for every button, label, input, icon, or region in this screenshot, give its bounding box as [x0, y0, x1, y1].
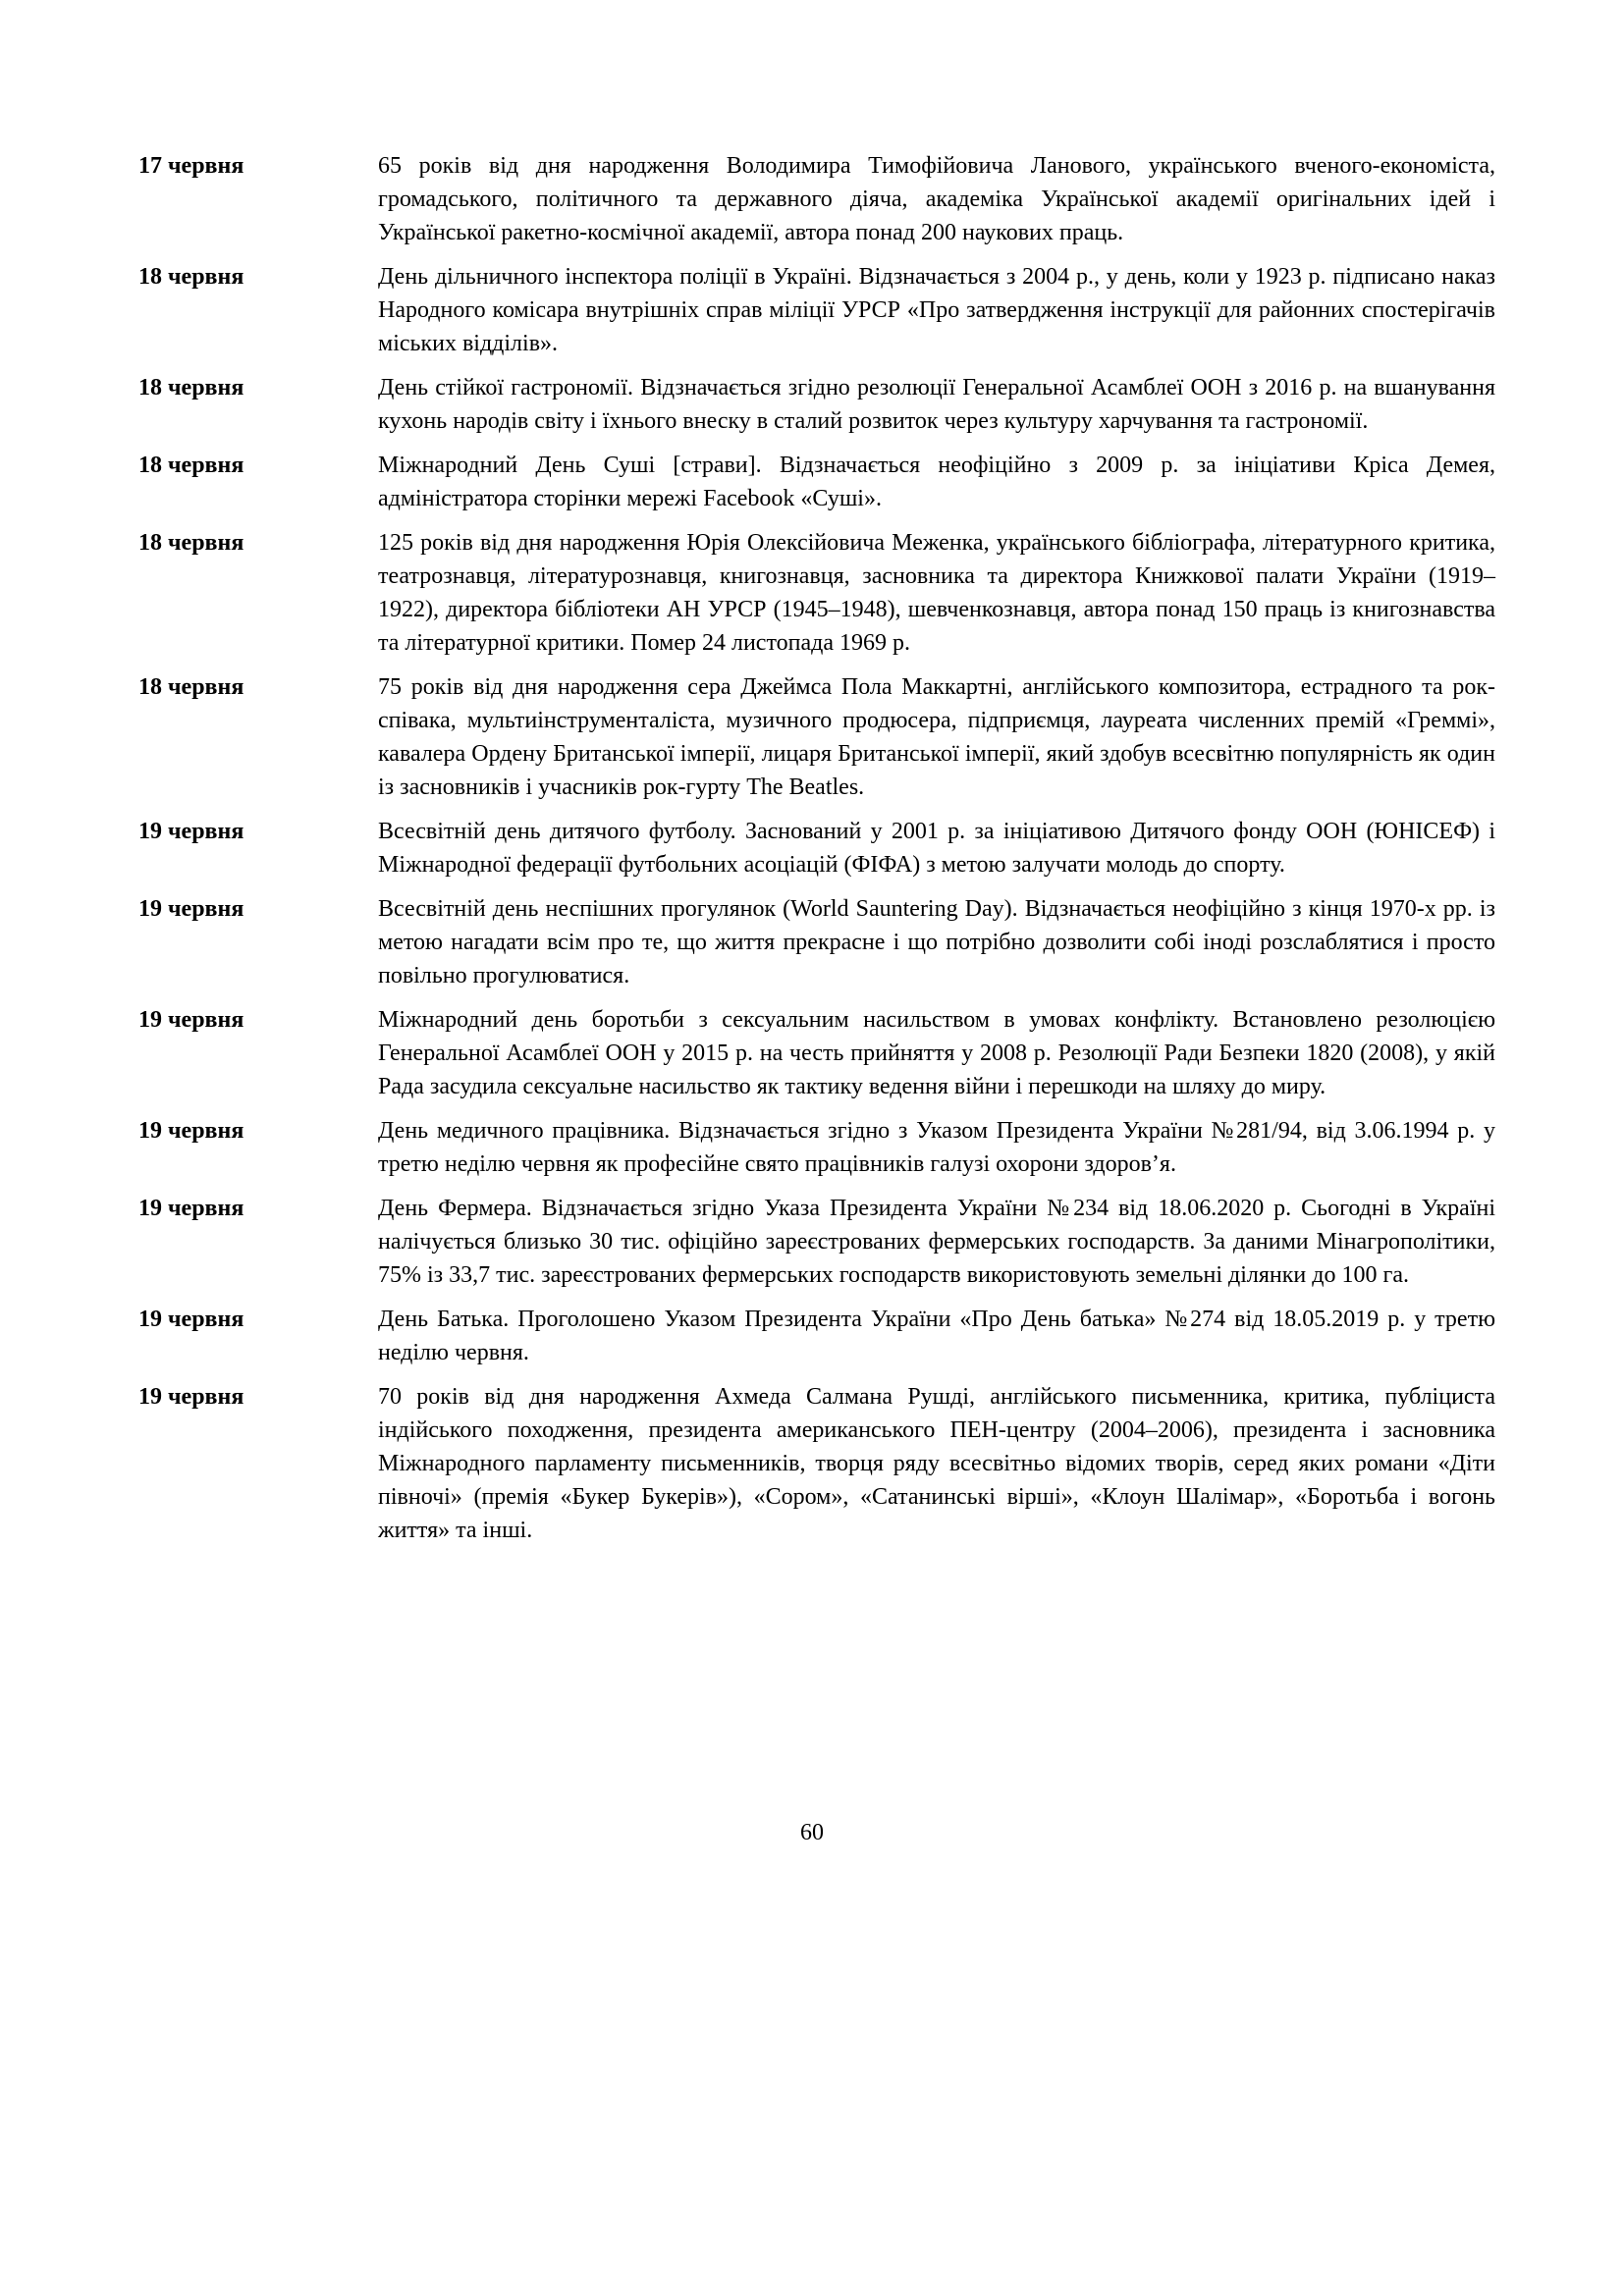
- calendar-entry: [138, 1003, 1495, 1103]
- entry-text: День Батька. Проголошено Указом Президента України «Про День батька» №274 від 18.05.2019 р. у третю неділю червня.: [378, 1307, 1495, 1365]
- entry-text: Всесвітній день дитячого футболу. Заснований у 2001 р. за ініціативою Дитячого фонду ООН (ЮНІСЕФ) і Міжнародної федерації футбольних асоціацій (ФІФА) з метою залучати молодь до спорту.: [378, 819, 1495, 878]
- entry-date: 18 червня: [138, 375, 244, 400]
- entry-date: 17 червня: [138, 153, 244, 179]
- entry-text: 125 років від дня народження Юрія Олексійовича Меженка, українського бібліографа, літературного критика, театрознавця, літературознавця, книгознавця, засновника та директора Книжкової палати України (1919–1922), директора бібліотеки АН УРСР (1945–1948), шевченкознавця, автора понад 150 праць із книгознавства та літературної критики. Помер 24 листопада 1969 р.: [378, 530, 1495, 656]
- entry-date: 19 червня: [138, 896, 244, 922]
- entry-text: День стійкої гастрономії. Відзначається згідно резолюції Генеральної Асамблеї ООН з 2016 р. на вшанування кухонь народів світу і їхнього внеску в сталий розвиток через культуру харчування та гастрономії.: [378, 375, 1495, 434]
- entry-text: Всесвітній день неспішних прогулянок (World Sauntering Day). Відзначається неофіційно з кінця 1970-х рр. із метою нагадати всім про те, що життя прекрасне і що потрібно дозволити собі іноді розслаблятися і просто повільно прогулюватися.: [378, 896, 1495, 988]
- entry-date: 18 червня: [138, 674, 244, 700]
- calendar-entry: [138, 815, 1495, 881]
- calendar-entry: [138, 670, 1495, 804]
- entry-text: Міжнародний день боротьби з сексуальним насильством в умовах конфлікту. Встановлено резолюцією Генеральної Асамблеї ООН у 2015 р. на честь прийняття у 2008 р. Резолюції Ради Безпеки 1820 (2008), у якій Рада засудила сексуальне насильство як тактику ведення війни і перешкоди на шляху до миру.: [378, 1007, 1495, 1099]
- calendar-entry: [138, 1192, 1495, 1292]
- entry-text: День Фермера. Відзначається згідно Указа Президента України №234 від 18.06.2020 р. Сьогодні в Україні налічується близько 30 тис. офіційно зареєстрованих фермерських господарств. За даними Мінагрополітики, 75% із 33,7 тис. зареєстрованих фермерських господарств використовують земельні ділянки до 100 га.: [378, 1196, 1495, 1288]
- entry-text: 70 років від дня народження Ахмеда Салмана Рушді, англійського письменника, критика, публіциста індійського походження, президента американського ПЕН-центру (2004–2006), президента і засновника Міжнародного парламенту письменників, творця ряду всесвітньо відомих творів, серед яких романи «Діти півночі» (премія «Букер Букерів»), «Сором», «Сатанинські вірші», «Клоун Шалімар», «Боротьба і вогонь життя» та інші.: [378, 1384, 1495, 1543]
- entry-date: 19 червня: [138, 1196, 244, 1221]
- entry-date: 19 червня: [138, 819, 244, 844]
- calendar-entry: [138, 371, 1495, 438]
- entry-date: 18 червня: [138, 453, 244, 478]
- calendar-entry: [138, 260, 1495, 360]
- entry-date: 18 червня: [138, 530, 244, 556]
- entry-text: День дільничного інспектора поліції в Україні. Відзначається з 2004 р., у день, коли у 1923 р. підписано наказ Народного комісара внутрішніх справ міліції УРСР «Про затвердження інструкції для районних спостерігачів міських відділів».: [378, 264, 1495, 356]
- calendar-entry: [138, 449, 1495, 515]
- calendar-entry: [138, 149, 1495, 249]
- entry-date: 19 червня: [138, 1118, 244, 1144]
- entry-date: 18 червня: [138, 264, 244, 290]
- calendar-entry: [138, 1114, 1495, 1181]
- calendar-entry: [138, 526, 1495, 660]
- page-number: 60: [800, 1820, 824, 1845]
- calendar-entry: [138, 1303, 1495, 1369]
- entry-text: День медичного працівника. Відзначається згідно з Указом Президента України №281/94, від 3.06.1994 р. у третю неділю червня як професійне свято працівників галузі охорони здоров’я.: [378, 1118, 1495, 1177]
- calendar-entries: [138, 149, 1495, 1558]
- calendar-entry: [138, 892, 1495, 992]
- entry-date: 19 червня: [138, 1384, 244, 1410]
- entry-text: 75 років від дня народження сера Джеймса Пола Маккартні, англійського композитора, естрадного та рок-співака, мультиінструменталіста, музичного продюсера, підприємця, лауреата численних премій «Греммі», кавалера Ордену Британської імперії, лицаря Британської імперії, який здобув всесвітню популярність як один із засновників і учасників рок-гурту The Beatles.: [378, 674, 1495, 800]
- entry-text: Міжнародний День Суші [страви]. Відзначається неофіційно з 2009 р. за ініціативи Кріса Демея, адміністратора сторінки мережі Facebook «Суші».: [378, 453, 1495, 511]
- calendar-entry: [138, 1380, 1495, 1547]
- entry-text: 65 років від дня народження Володимира Тимофійовича Ланового, українського вченого-економіста, громадського, політичного та державного діяча, академіка Української академії оригінальних ідей і Української ракетно-космічної академії, автора понад 200 наукових праць.: [378, 153, 1495, 245]
- entry-date: 19 червня: [138, 1007, 244, 1033]
- entry-date: 19 червня: [138, 1307, 244, 1332]
